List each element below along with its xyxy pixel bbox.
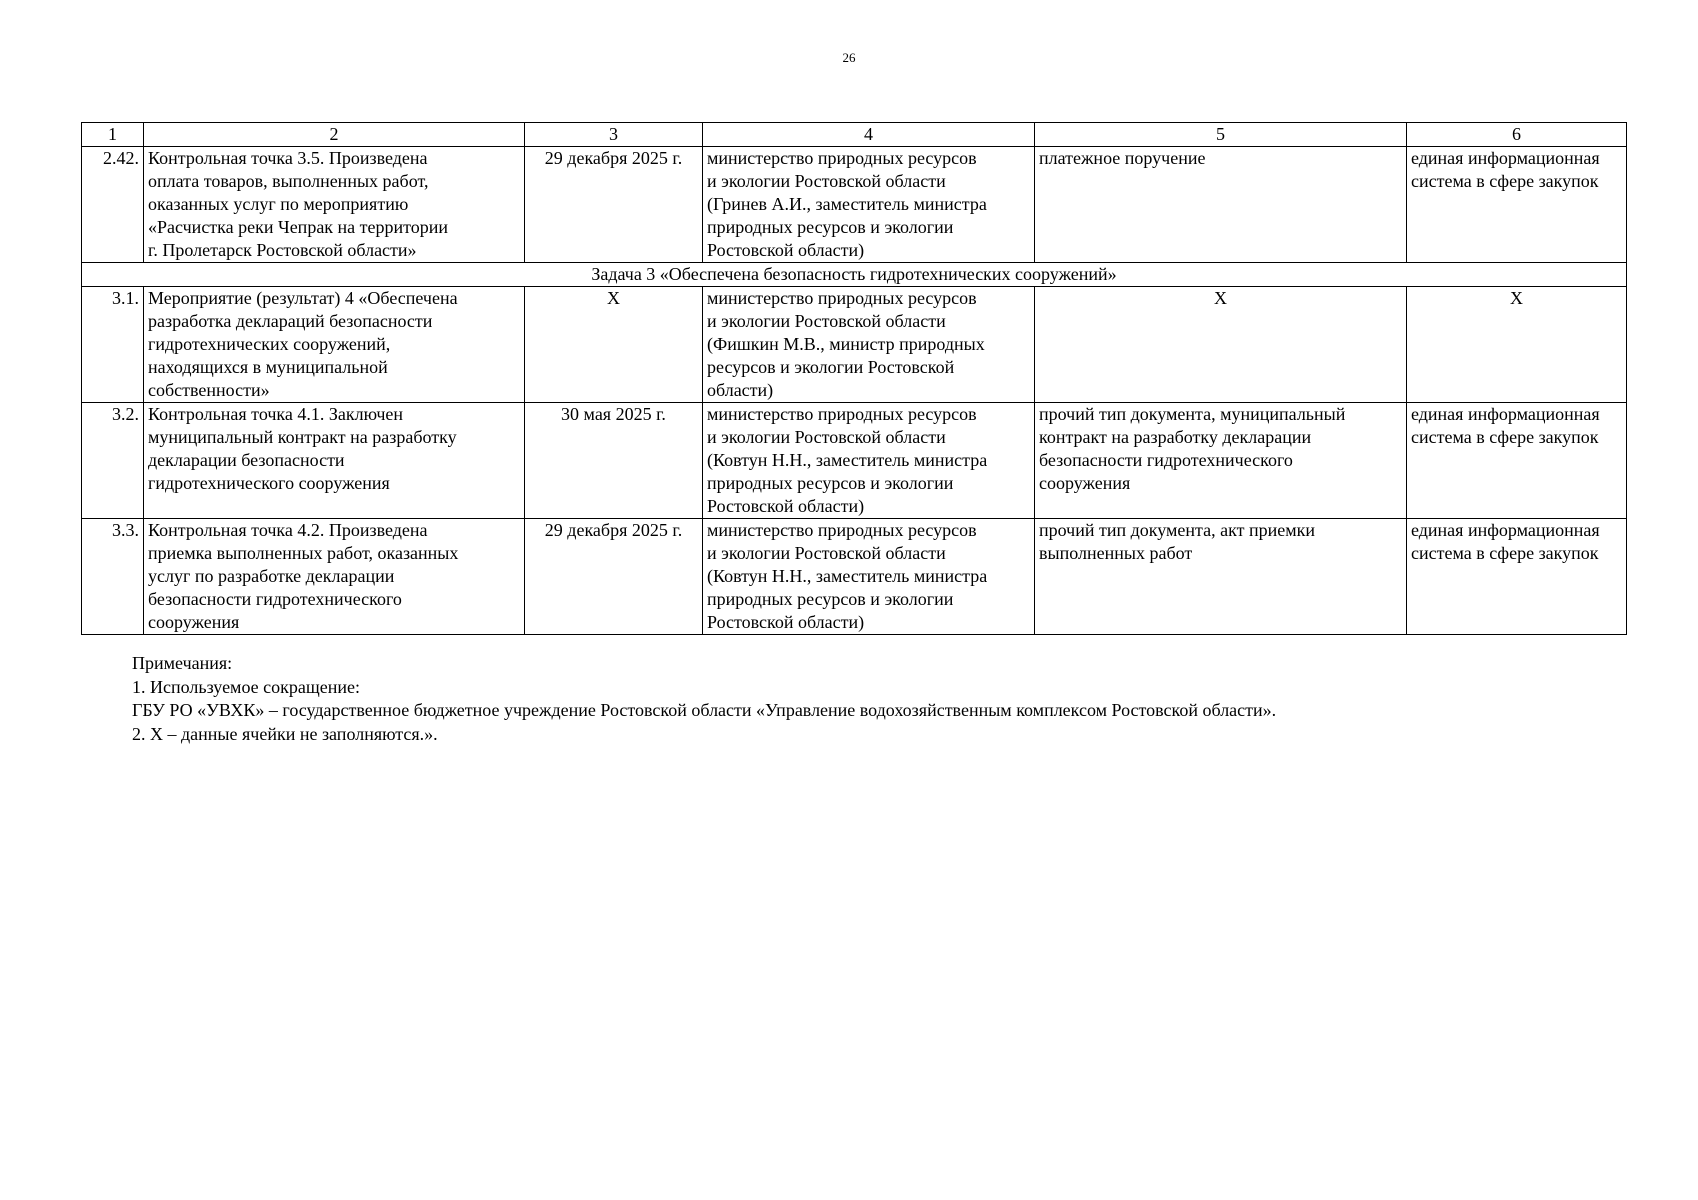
row-number: 3.3.: [82, 519, 144, 635]
deadline-date: 29 декабря 2025 г.: [525, 519, 703, 635]
column-header: 3: [525, 123, 703, 147]
table-row: [82, 519, 1627, 635]
row-number: 3.1.: [82, 287, 144, 403]
column-header: 4: [703, 123, 1035, 147]
information-system: X: [1407, 287, 1627, 403]
section-row: [82, 263, 1627, 287]
column-header: 5: [1035, 123, 1407, 147]
table-row: [82, 147, 1627, 263]
responsible-executor: министерство природных ресурсов и экологии Ростовской области (Фишкин М.В., министр природных ресурсов и экологии Ростовской области): [703, 287, 1035, 403]
information-system: единая информационная система в сфере закупок: [1407, 403, 1627, 519]
notes-block: [132, 652, 1612, 746]
column-header: 2: [144, 123, 525, 147]
section-title: Задача 3 «Обеспечена безопасность гидротехнических сооружений»: [82, 263, 1627, 287]
row-number: 2.42.: [82, 147, 144, 263]
deadline-date: 29 декабря 2025 г.: [525, 147, 703, 263]
control-points-table: [81, 122, 1627, 635]
table-row: [82, 287, 1627, 403]
document-type: прочий тип документа, муниципальный контракт на разработку декларации безопасности гидротехнического сооружения: [1035, 403, 1407, 519]
event-name: Контрольная точка 4.2. Произведена приемка выполненных работ, оказанных услуг по разработке декларации безопасности гидротехнического сооружения: [144, 519, 525, 635]
deadline-date: X: [525, 287, 703, 403]
column-header: 1: [82, 123, 144, 147]
document-type: прочий тип документа, акт приемки выполненных работ: [1035, 519, 1407, 635]
note-item-1: 1. Используемое сокращение:: [132, 676, 360, 697]
event-name: Контрольная точка 3.5. Произведена оплата товаров, выполненных работ, оказанных услуг по мероприятию «Расчистка реки Чепрак на территории г. Пролетарск Ростовской области»: [144, 147, 525, 263]
notes-title: Примечания:: [132, 653, 233, 673]
page-number: 26: [842, 50, 856, 65]
document-type: платежное поручение: [1035, 147, 1407, 263]
deadline-date: 30 мая 2025 г.: [525, 403, 703, 519]
note-item-2: 2. X – данные ячейки не заполняются.».: [132, 723, 438, 744]
row-number: 3.2.: [82, 403, 144, 519]
event-name: Контрольная точка 4.1. Заключен муниципальный контракт на разработку декларации безопасности гидротехнического сооружения: [144, 403, 525, 519]
table-row: [82, 403, 1627, 519]
column-header: 6: [1407, 123, 1627, 147]
responsible-executor: министерство природных ресурсов и экологии Ростовской области (Ковтун Н.Н., заместитель министра природных ресурсов и экологии Ростовской области): [703, 403, 1035, 519]
document-type: X: [1035, 287, 1407, 403]
information-system: единая информационная система в сфере закупок: [1407, 147, 1627, 263]
responsible-executor: министерство природных ресурсов и экологии Ростовской области (Гринев А.И., заместитель министра природных ресурсов и экологии Ростовской области): [703, 147, 1035, 263]
responsible-executor: министерство природных ресурсов и экологии Ростовской области (Ковтун Н.Н., заместитель министра природных ресурсов и экологии Ростовской области): [703, 519, 1035, 635]
table-header-row: [82, 123, 1627, 147]
abbreviation-definition: ГБУ РО «УВХК» – государственное бюджетное учреждение Ростовской области «Управление водохозяйственным комплексом Ростовской области».: [132, 700, 1277, 720]
event-name: Мероприятие (результат) 4 «Обеспечена разработка деклараций безопасности гидротехнических сооружений, находящихся в муниципальной собственности»: [144, 287, 525, 403]
information-system: единая информационная система в сфере закупок: [1407, 519, 1627, 635]
